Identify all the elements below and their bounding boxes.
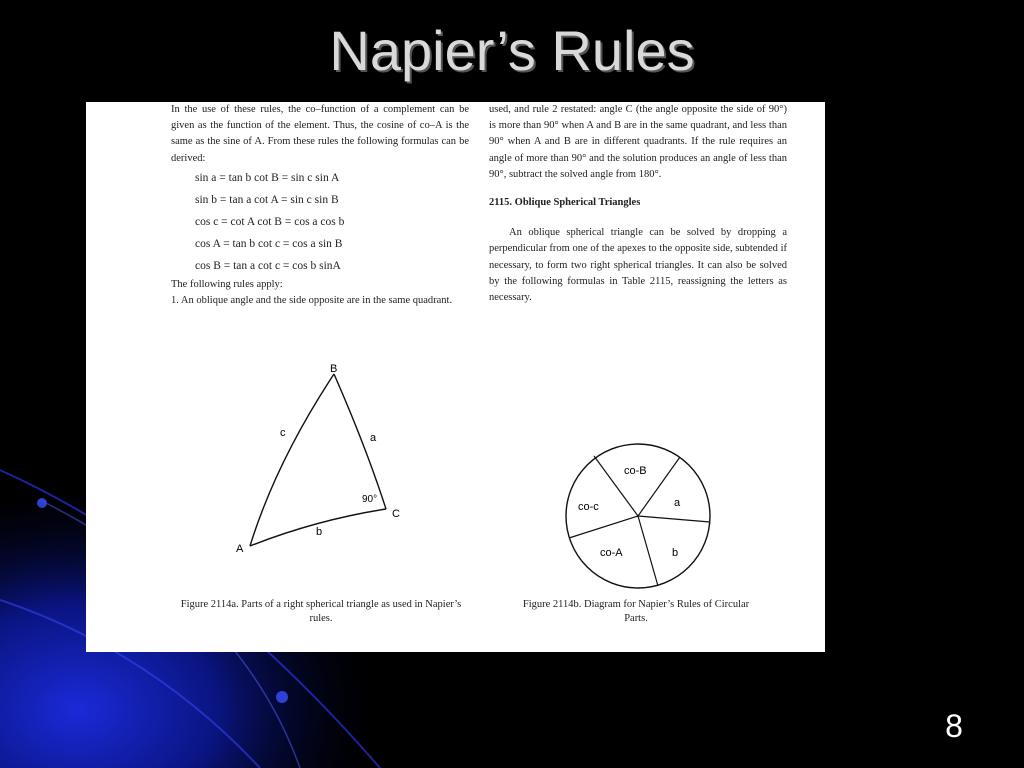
napier-circle-figure — [556, 442, 716, 592]
document-scan — [86, 102, 825, 652]
page-number: 8 — [945, 708, 963, 744]
rule-2-paragraph: used, and rule 2 restated: angle C (the angle opposite the side of 90°) is more than 90° when A and B are in the same quadrant, and less than 90° when A and B are in different quadrants. If the rule requires an angle of more than 90° and the solution produces an angle of less than 90°, subtract the solved angle from 180°. — [489, 104, 787, 180]
part-co-b-label: co-B — [624, 465, 647, 477]
rules-intro: The following rules apply: — [171, 278, 283, 290]
left-text-column — [171, 102, 469, 309]
figure-b-caption: Figure 2114b. Diagram for Napier’s Rules of Circular Parts. — [522, 599, 750, 624]
vertex-b-label: B — [330, 363, 338, 375]
right-text-column — [489, 102, 787, 306]
vertex-a-label: A — [236, 543, 244, 555]
slide-title: Napier’s Rules — [329, 19, 695, 82]
formula-2: sin b = tan a cot A = sin c sin B — [195, 193, 339, 206]
spherical-triangle-figure — [226, 352, 426, 562]
formula-5: cos B = tan a cot c = cos b sinA — [195, 259, 341, 272]
formula-4: cos A = tan b cot c = cos a sin B — [195, 237, 343, 250]
intro-paragraph: In the use of these rules, the co–function of a complement can be given as the function of the element. Thus, the cosine of co–A is the same as the sine of A. From these rules the following formulas can be derived: — [171, 104, 469, 164]
oblique-paragraph: An oblique spherical triangle can be solved by dropping a perpendicular from one of the apexes to the opposite side, subtended if necessary, to form two right spherical triangles. It can also be solved by the following formulas in Table 2115, reassigning the letters as necessary. — [489, 227, 787, 304]
formula-1: sin a = tan b cot B = sin c sin A — [195, 171, 340, 184]
section-heading: 2115. Oblique Spherical Triangles — [489, 197, 641, 209]
side-a-label: a — [370, 432, 377, 444]
side-c-label: c — [280, 427, 286, 439]
part-a-label: a — [674, 497, 681, 509]
right-angle-label: 90° — [362, 494, 378, 505]
vertex-c-label: C — [392, 508, 400, 520]
figure-a-caption: Figure 2114a. Parts of a right spherical triangle as used in Napier’s rules. — [180, 599, 462, 624]
part-co-a-label: co-A — [600, 547, 623, 559]
rule-1: 1. An oblique angle and the side opposite are in the same quadrant. — [171, 295, 453, 307]
side-b-label: b — [316, 526, 323, 538]
part-co-c-label: co-c — [578, 501, 599, 513]
formula-3: cos c = cot A cot B = cos a cos b — [195, 215, 345, 228]
part-b-label: b — [672, 547, 679, 559]
